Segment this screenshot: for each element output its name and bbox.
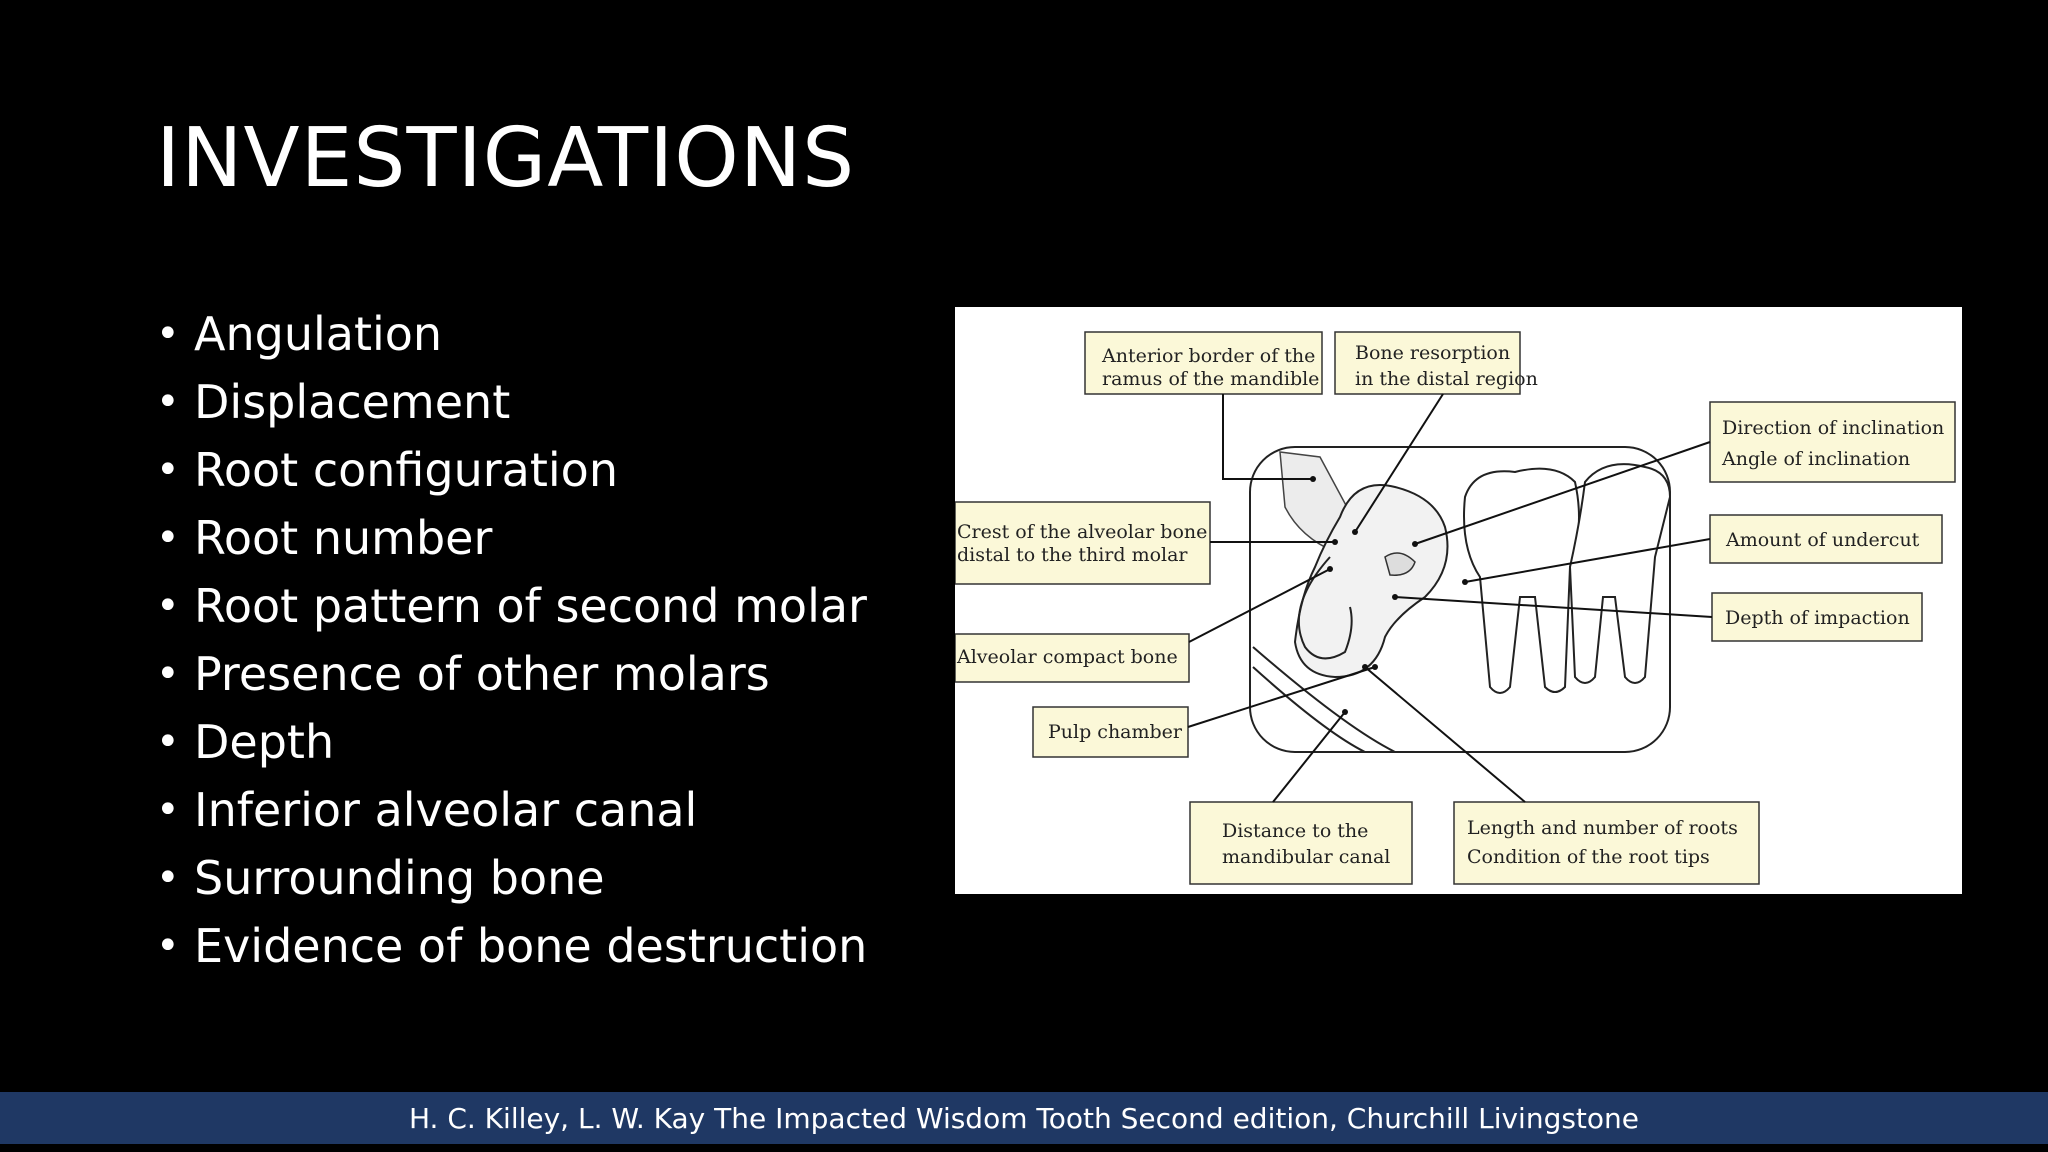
- label-text: Distance to the: [1222, 820, 1369, 842]
- bullet-icon: •: [156, 923, 180, 969]
- leader-dot: [1332, 539, 1338, 545]
- bullet-icon: •: [156, 719, 180, 765]
- label-box: [1710, 402, 1955, 482]
- bullet-text: Root number: [194, 511, 493, 565]
- bullet-icon: •: [156, 855, 180, 901]
- second-molar: [1464, 469, 1579, 693]
- citation-bar: [0, 1092, 2048, 1144]
- leader-dot: [1352, 529, 1358, 535]
- label-box: [1190, 802, 1412, 884]
- leader-dot: [1310, 476, 1316, 482]
- bullet-item: [156, 504, 867, 572]
- bullet-list: [156, 300, 867, 980]
- bullet-text: Root configuration: [194, 443, 618, 497]
- leader-dot: [1372, 664, 1378, 670]
- leader-dot: [1342, 709, 1348, 715]
- label-text: Bone resorption: [1355, 342, 1511, 364]
- label-text: Direction of inclination: [1722, 417, 1945, 439]
- bullet-text: Presence of other molars: [194, 647, 770, 701]
- bullet-item: [156, 572, 867, 640]
- label-text: mandibular canal: [1222, 846, 1391, 868]
- label-text: Pulp chamber: [1048, 721, 1183, 743]
- bullet-text: Angulation: [194, 307, 443, 361]
- label-text: ramus of the mandible: [1102, 368, 1320, 390]
- bullet-item: [156, 708, 867, 776]
- label-text: Depth of impaction: [1725, 607, 1910, 629]
- bullet-item: [156, 368, 867, 436]
- bullet-item: [156, 844, 867, 912]
- label-text: Condition of the root tips: [1467, 846, 1710, 868]
- bullet-icon: •: [156, 379, 180, 425]
- canal-line-lower: [1253, 667, 1365, 752]
- label-text: Amount of undercut: [1726, 529, 1920, 551]
- label-box: [1454, 802, 1759, 884]
- citation-text: H. C. Killey, L. W. Kay The Impacted Wisdom Tooth Second edition, Churchill Livingstone: [408, 1101, 1640, 1135]
- bullet-item: [156, 436, 867, 504]
- diagram-svg: [955, 307, 1962, 894]
- label-text: Alveolar compact bone: [957, 646, 1178, 668]
- bullet-icon: •: [156, 311, 180, 357]
- bullet-icon: •: [156, 583, 180, 629]
- leader-dot: [1412, 541, 1418, 547]
- bullet-item: [156, 776, 867, 844]
- label-text: distal to the third molar: [957, 544, 1188, 566]
- leader-dot: [1392, 594, 1398, 600]
- bullet-icon: •: [156, 787, 180, 833]
- label-box: [955, 502, 1210, 584]
- label-text: Angle of inclination: [1722, 448, 1911, 470]
- bullet-icon: •: [156, 651, 180, 697]
- bullet-item: [156, 300, 867, 368]
- bullet-item: [156, 912, 867, 980]
- leader-line: [1188, 667, 1375, 727]
- bullet-text: Root pattern of second molar: [194, 579, 867, 633]
- bullet-text: Displacement: [194, 375, 511, 429]
- impacted-tooth-diagram: [955, 307, 1962, 894]
- leader-dot: [1327, 566, 1333, 572]
- bullet-text: Evidence of bone destruction: [194, 919, 868, 973]
- bullet-text: Surrounding bone: [194, 851, 605, 905]
- slide-title: INVESTIGATIONS: [156, 111, 856, 206]
- first-molar: [1570, 464, 1670, 683]
- bullet-icon: •: [156, 515, 180, 561]
- leader-line: [1273, 712, 1345, 802]
- bullet-text: Inferior alveolar canal: [194, 783, 698, 837]
- bullet-text: Depth: [194, 715, 335, 769]
- leader-dot: [1462, 579, 1468, 585]
- label-text: Length and number of roots: [1467, 817, 1738, 839]
- leader-dot: [1362, 664, 1368, 670]
- label-text: Anterior border of the: [1102, 345, 1316, 367]
- label-text: Crest of the alveolar bone: [957, 521, 1208, 543]
- bullet-icon: •: [156, 447, 180, 493]
- bullet-item: [156, 640, 867, 708]
- label-text: in the distal region: [1355, 368, 1538, 390]
